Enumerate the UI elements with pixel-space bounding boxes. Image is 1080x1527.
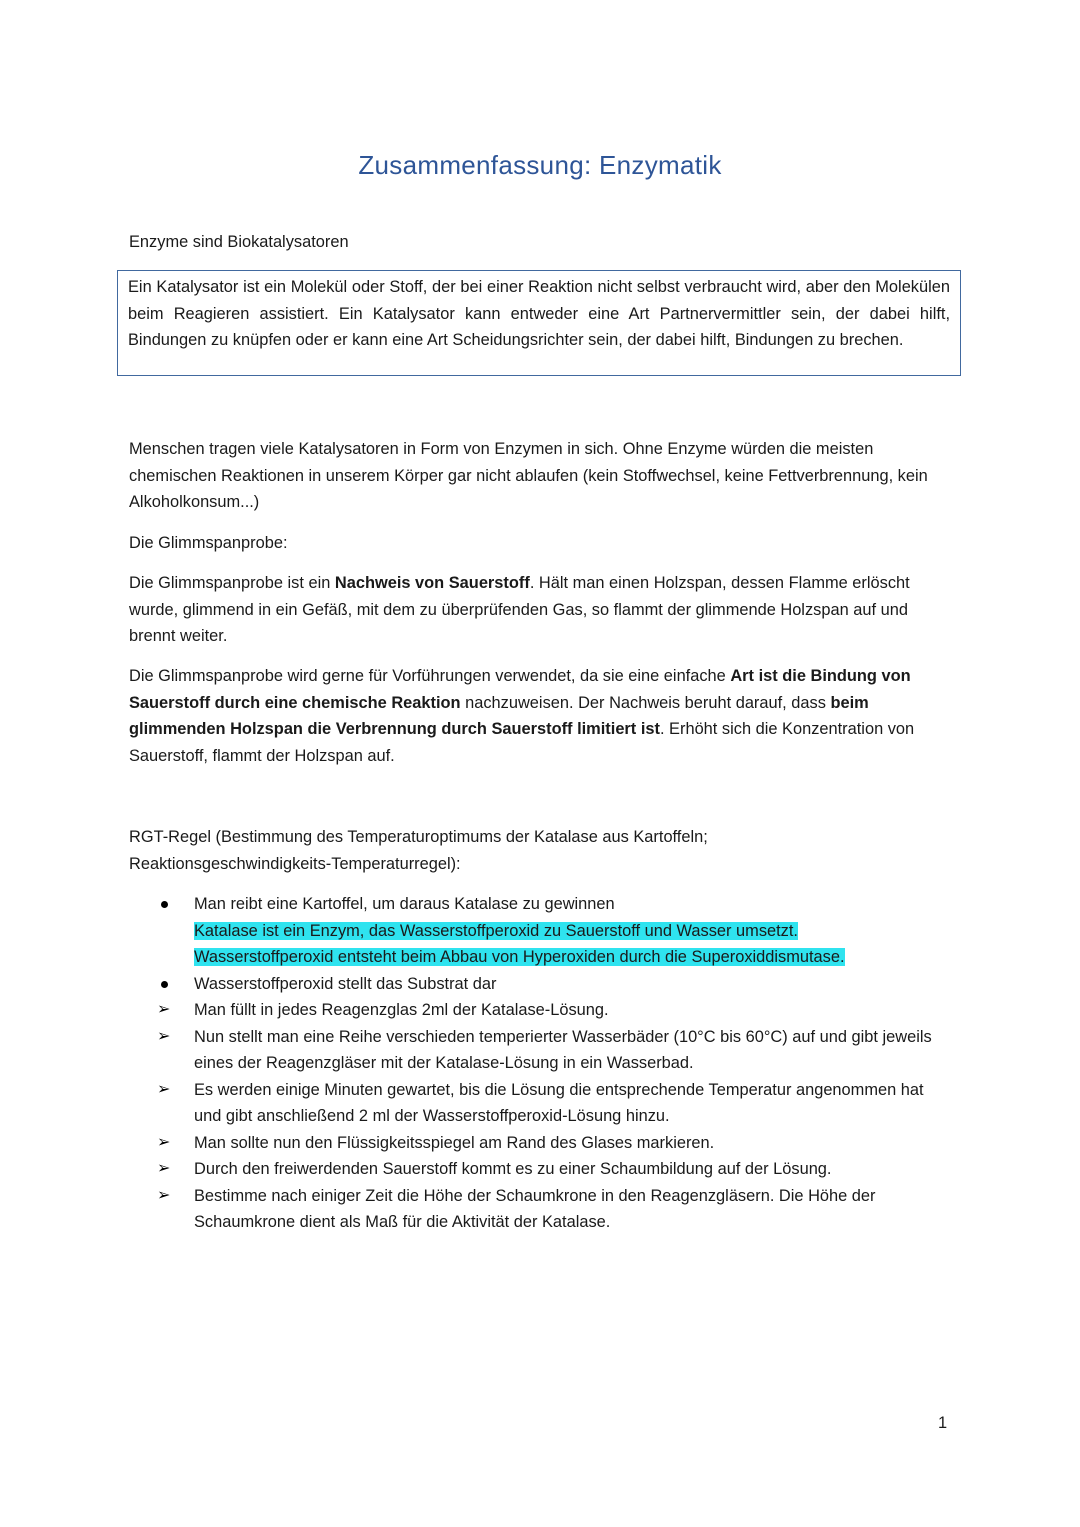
document-title: Zusammenfassung: Enzymatik — [358, 150, 722, 180]
list-item-text: Durch den freiwerdenden Sauerstoff kommt es zu einer Schaumbildung auf der Lösung. — [194, 1160, 832, 1178]
intro-line: Enzyme sind Biokatalysatoren — [129, 233, 349, 251]
list-item-text: Es werden einige Minuten gewartet, bis die Lösung die entsprechende Temperatur angenommen hat und gibt anschließend 2 ml der Wasserstoffperoxid-Lösung hinzu. — [194, 1080, 924, 1125]
glimmspanprobe-paragraph-1 — [129, 570, 951, 650]
text-span: . Erhöht sich die Konzentration von Sauerstoff, flammt der Holzspan auf. — [129, 720, 915, 765]
procedure-list — [129, 891, 951, 1236]
list-item — [129, 891, 951, 971]
arrow-bullet-icon: ➢ — [157, 1027, 171, 1045]
bold-text: beim glimmenden Holzspan die Verbrennung durch Sauerstoff limitiert ist — [129, 693, 869, 738]
arrow-bullet-icon: ➢ — [157, 1133, 171, 1151]
bold-text: Art ist die Bindung von Sauerstoff durch eine chemische Reaktion — [129, 667, 911, 712]
enzymes-paragraph: Menschen tragen viele Katalysatoren in Form von Enzymen in sich. Ohne Enzyme würden die meisten chemischen Reaktionen in unserem Körper gar nicht ablaufen (kein Stoffwechsel, keine Fettverbrennung, kein Alkoholkonsum...) — [129, 440, 928, 511]
highlighted-text: Wasserstoffperoxid entsteht beim Abbau von Hyperoxiden durch die Superoxiddismutase. — [194, 948, 845, 966]
list-item-text: Bestimme nach einiger Zeit die Höhe der Schaumkrone in den Reagenzgläsern. Die Höhe der Schaumkrone dient als Maß für die Aktivität der Katalase. — [194, 1186, 876, 1231]
arrow-bullet-icon: ➢ — [157, 1186, 171, 1204]
glimmspanprobe-heading: Die Glimmspanprobe: — [129, 534, 288, 552]
list-item-text: Wasserstoffperoxid stellt das Substrat dar — [194, 974, 497, 993]
arrow-bullet-icon: ➢ — [157, 1001, 171, 1018]
list-item-text: Man füllt in jedes Reagenzglas 2ml der Katalase-Lösung. — [194, 1001, 609, 1019]
arrow-bullet-icon: ➢ — [157, 1080, 171, 1098]
text-span: . Hält man einen Holzspan, dessen Flamme erlöscht wurde, glimmend in ein Gefäß, mit dem zu überprüfenden Gas, so flammt der glimmende Holzspan auf und brennt weiter. — [129, 574, 910, 645]
list-item — [129, 997, 951, 1024]
arrow-bullet-icon: ➢ — [157, 1160, 171, 1177]
list-item — [129, 1077, 951, 1130]
rgt-heading: RGT-Regel (Bestimmung des Temperaturoptimums der Katalase aus Kartoffeln; Reaktionsgeschwindigkeits-Temperaturregel): — [129, 828, 708, 873]
list-item — [129, 1183, 951, 1236]
bold-text: Nachweis von Sauerstoff — [334, 574, 530, 592]
list-item-text: Nun stellt man eine Reihe verschieden temperierter Wasserbäder (10°C bis 60°C) auf und gibt jeweils eines der Reagenzgläser mit der Katalase-Lösung in ein Wasserbad. — [194, 1027, 932, 1072]
highlighted-text: Katalase ist ein Enzym, das Wasserstoffperoxid zu Sauerstoff und Wasser umsetzt. — [194, 921, 798, 940]
text-span: Die Glimmspanprobe ist ein — [129, 574, 335, 592]
list-item — [129, 971, 951, 998]
list-item — [129, 1156, 951, 1183]
definition-box: Ein Katalysator ist ein Molekül oder Stoff, der bei einer Reaktion nicht selbst verbraucht wird, aber den Molekülen beim Reagieren assistiert. Ein Katalysator kann entweder eine Art Partnervermittler sein, der dabei hilft, Bindungen zu knüpfen oder er kann eine Art Scheidungsrichter sein, der dabei hilft, Bindungen zu brechen. — [117, 270, 961, 376]
page-number: 1 — [938, 1414, 948, 1432]
glimmspanprobe-paragraph-2 — [129, 663, 951, 769]
list-item — [129, 1024, 951, 1077]
list-item-text: Man reibt eine Kartoffel, um daraus Katalase zu gewinnen — [194, 895, 615, 913]
text-span: Die Glimmspanprobe wird gerne für Vorführungen verwendet, da sie eine einfache — [129, 667, 731, 685]
list-item-text: Man sollte nun den Flüssigkeitsspiegel am Rand des Glases markieren. — [194, 1133, 715, 1152]
text-span: nachzuweisen. Der Nachweis beruht darauf, dass — [460, 693, 831, 712]
list-item — [129, 1130, 951, 1157]
